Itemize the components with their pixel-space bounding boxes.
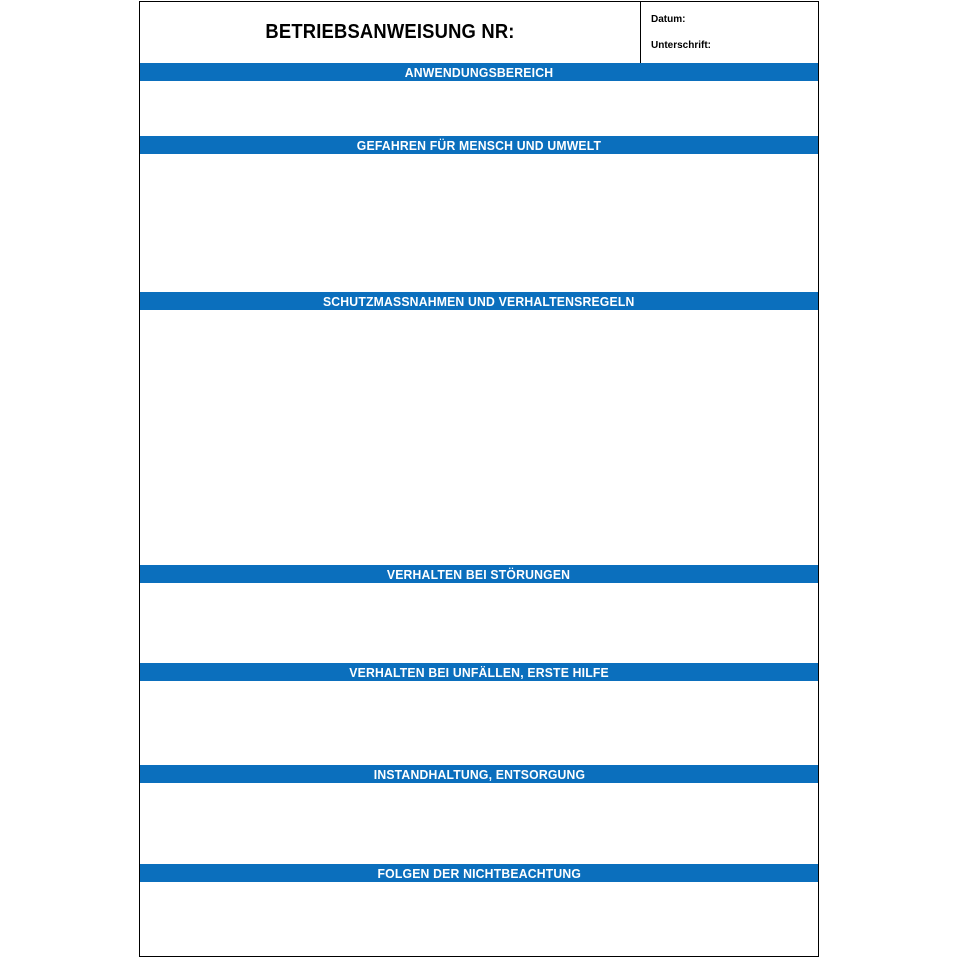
- section-header-schutzmassnahmen: [140, 292, 818, 310]
- sheet-header: [140, 2, 818, 63]
- section-header-nichtbeachtung: [140, 864, 818, 882]
- section-label: GEFAHREN FÜR MENSCH UND UMWELT: [356, 137, 602, 153]
- signature-label: Unterschrift:: [651, 40, 712, 51]
- section-header-gefahren: [140, 136, 818, 154]
- section-header-stoerungen: [140, 565, 818, 583]
- section-header-anwendungsbereich: [140, 63, 818, 81]
- section-body-instandhaltung[interactable]: [140, 783, 818, 864]
- instruction-sheet: [139, 1, 819, 957]
- section-label: VERHALTEN BEI STÖRUNGEN: [387, 566, 571, 582]
- section-body-nichtbeachtung[interactable]: [140, 882, 818, 956]
- section-body-gefahren[interactable]: [140, 154, 818, 292]
- section-body-schutzmassnahmen[interactable]: [140, 310, 818, 565]
- section-label: ANWENDUNGSBEREICH: [404, 64, 554, 80]
- section-body-erste-hilfe[interactable]: [140, 681, 818, 765]
- date-label: Datum:: [651, 14, 686, 25]
- section-label: VERHALTEN BEI UNFÄLLEN, ERSTE HILFE: [349, 664, 609, 680]
- section-label: INSTANDHALTUNG, ENTSORGUNG: [373, 766, 585, 782]
- document-title: BETRIEBSANWEISUNG NR:: [265, 21, 515, 43]
- section-body-stoerungen[interactable]: [140, 583, 818, 663]
- section-body-anwendungsbereich[interactable]: [140, 81, 818, 136]
- section-label: FOLGEN DER NICHTBEACHTUNG: [377, 865, 581, 881]
- meta-box: [640, 2, 818, 63]
- section-header-instandhaltung: [140, 765, 818, 783]
- section-label: SCHUTZMASSNAHMEN UND VERHALTENSREGELN: [323, 293, 635, 309]
- section-header-erste-hilfe: [140, 663, 818, 681]
